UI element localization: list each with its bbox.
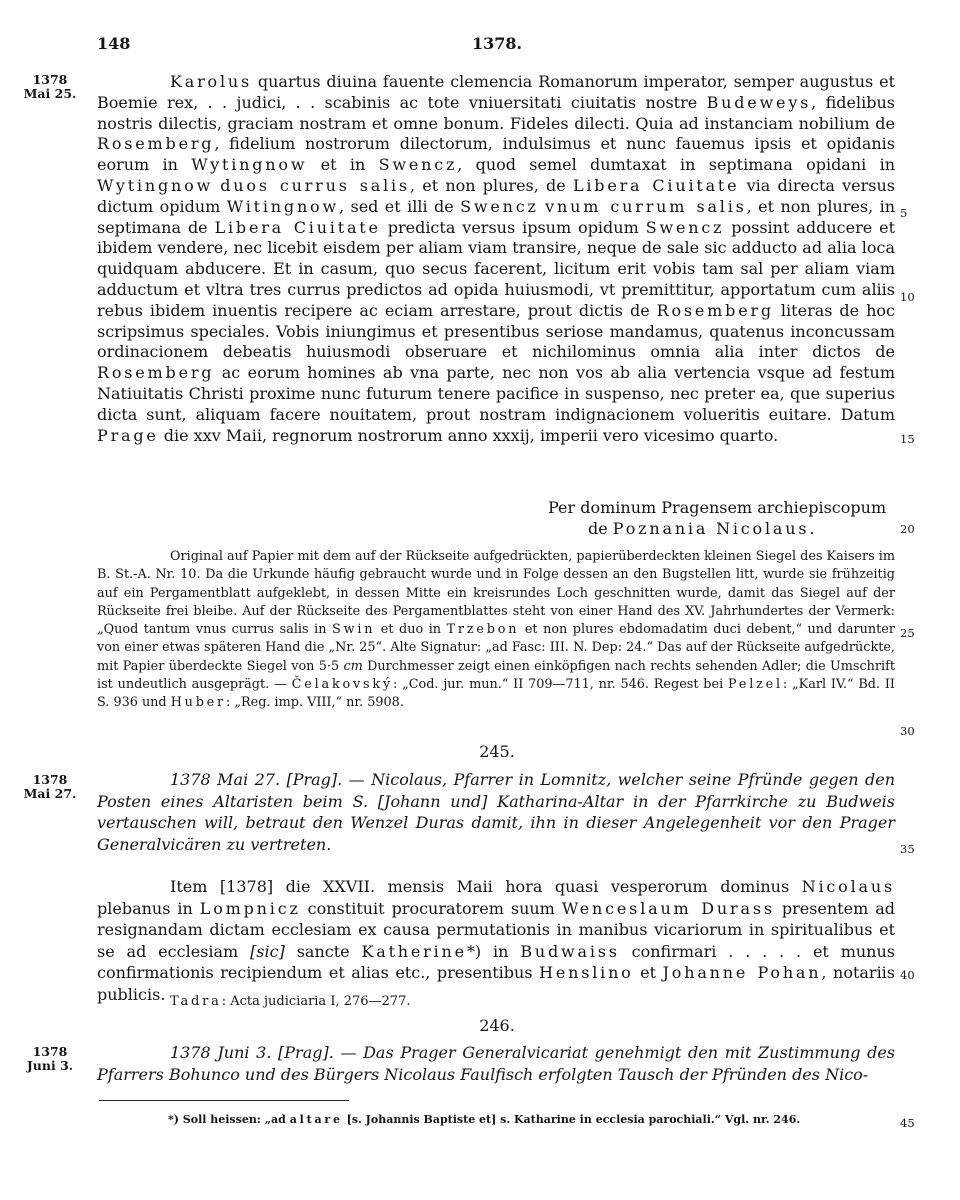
line-number: 35 bbox=[900, 842, 915, 856]
document-text-245: Item [1378] die XXVII. mensis Maii hora quasi vesperorum dominus Nicolaus plebanus in Lompnicz constituit procuratorem suum Wenceslaum Durass presentem ad resignandam dictam ecclesiam ex causa permutationis in manibus vicariorum in spiritualibus et se ad ecclesiam [sic] sancte Katherine*) in Budwaiss confirmari . . . . . et munus confirmationis recipiendum et alias etc., presentibus Henslino et Johanne Pohan, notariis publicis. bbox=[97, 877, 896, 1004]
footnote: *) Soll heissen: „ad altare [s. Johannis Baptiste et] s. Katharine in ecclesia parochiali.“ Vgl. nr. 246. bbox=[168, 1113, 801, 1126]
document-number-246: 246. bbox=[479, 1016, 515, 1035]
line-number: 5 bbox=[900, 206, 908, 220]
regest-245: 1378 Mai 27. [Prag]. — Nicolaus, Pfarrer in Lomnitz, welcher seine Pfründe gegen den Posten eines Altaristen beim S. [Johann und] Katharina-Altar in der Pfarrkirche zu Budweis vertauschen will, betraut den Wenzel Duras damit, ihn in dieser Angelegenheit vor den Prager Generalvicären zu vertreten. bbox=[97, 770, 895, 854]
margin-date-246 bbox=[20, 1045, 80, 1073]
line-number: 40 bbox=[900, 968, 915, 982]
margin-date-day: Mai 25. bbox=[23, 86, 77, 101]
margin-date-year: 1378 bbox=[32, 772, 68, 787]
charter-text: Karolus quartus diuina fauente clemencia Romanorum imperator, semper augustus et Boemie rex, . . judici, . . scabinis ac tote vniuersitati ciuitatis nostre Budeweys, fidelibus nostris dilectis, graciam nostram et omne bonum. Fideles dilecti. Quia ad instanciam nobilium de Rosemberg, fidelium nostrorum dilectorum, indulsimus et nunc fauemus ipsis et opidanis eorum in Wytingnow et in Swencz, quod semel dumtaxat in septimana opidani in Wytingnow duos currus salis, et non plures, de Libera Ciuitate via directa versus dictum opidum Witingnow, sed et illi de Swencz vnum currum salis, et non plures, in septimana de Libera Ciuitate predicta versus ipsum opidum Swencz possint adducere et ibidem vendere, nec licebit eisdem per aliam viam transire, neque de sale sic adducto ad alia loca quidquam abducere. Et in casum, quo secus facerent, licitum erit vobis tam sal per aliam viam adductum et vltra tres currus predictos ad opida huiusmodi, vt premittitur, apportatum cum aliis rebus ibidem inuentis recipere ac eciam arrestare, prout dictis de Rosemberg literas de hoc scripsimus speciales. Vobis iniungimus et presentibus seriose mandamus, quatenus inconcussam ordinacionem debeatis huiusmodi obseruare et nichilominus omnia alia inter dictos de Rosemberg ac eorum homines ab vna parte, nec non vos ab alia vertencia vsque ad festum Natiuitatis Christi proxime nunc futurum tenere pacifice in suspenso, nec preter ea, que superius dicta sunt, aliquam facere nouitatem, prout nostram indignacionem volueritis euitare. Datum Prage die xxv Maii, regnorum nostrorum anno xxxij, imperii vero vicesimo quarto. bbox=[97, 72, 896, 445]
source-reference-245: Tadra: Acta judiciaria I, 276—277. bbox=[170, 994, 411, 1009]
margin-date-244 bbox=[20, 73, 80, 101]
document-number-245: 245. bbox=[479, 742, 515, 761]
signature-line-2: de Poznania Nicolaus. bbox=[588, 519, 815, 538]
page-number: 148 bbox=[97, 34, 131, 53]
line-number: 45 bbox=[900, 1116, 915, 1130]
margin-date-day: Mai 27. bbox=[23, 786, 77, 801]
margin-date-year: 1378 bbox=[32, 72, 68, 87]
signature-line-1: Per dominum Pragensem archiepiscopum bbox=[548, 498, 887, 517]
running-year: 1378. bbox=[471, 34, 523, 53]
line-number: 25 bbox=[900, 626, 915, 640]
footnote-rule bbox=[99, 1100, 349, 1101]
line-number: 20 bbox=[900, 522, 915, 536]
margin-date-year: 1378 bbox=[32, 1044, 68, 1059]
margin-date-day: Juni 3. bbox=[26, 1058, 74, 1073]
regest-246: 1378 Juni 3. [Prag]. — Das Prager Generalvicariat genehmigt den mit Zustimmung des Pfarrers Bohunco und des Bürgers Nicolaus Faulfisch erfolgten Tausch der Pfründen des Nico- bbox=[97, 1043, 895, 1084]
line-number: 15 bbox=[900, 432, 915, 446]
editorial-notes: Original auf Papier mit dem auf der Rückseite aufgedrückten, papierüberdeckten kleinen Siegel des Kaisers im B. St.-A. Nr. 10. Da die Urkunde häufig gebraucht wurde und in Folge dessen an den Bugstellen litt, wurde sie frühzeitig auf ein Pergamentblatt aufgeklebt, in dessen Mitte ein kreisrundes Loch geschnitten wurde, damit das Siegel auf der Rückseite frei bleibe. Auf der Rückseite des Pergamentblattes steht von einer Hand des XV. Jahrhundertes der Vermerk: „Quod tantum vnus currus salis in Swin et duo in Trzebon et non plures ebdomadatim duci debent,“ und darunter von einer etwas späteren Hand die „Nr. 25“. Alte Signatur: „ad Fasc: III. N. Dep: 24.“ Das auf der Rückseite aufgedrückte, mit Papier überdeckte Siegel von 5·5 cm Durchmesser zeigt einen einköpfigen nach rechts sehenden Adler; die Umschrift ist undeutlich ausgeprägt. — Čelakovský: „Cod. jur. mun.“ II 709—711, nr. 546. Regest bei Pelzel: „Karl IV.“ Bd. II S. 936 und Huber: „Reg. imp. VIII,“ nr. 5908. bbox=[97, 549, 895, 711]
line-number: 10 bbox=[900, 290, 915, 304]
margin-date-245 bbox=[20, 773, 80, 801]
running-header bbox=[97, 34, 897, 58]
line-number: 30 bbox=[900, 724, 915, 738]
